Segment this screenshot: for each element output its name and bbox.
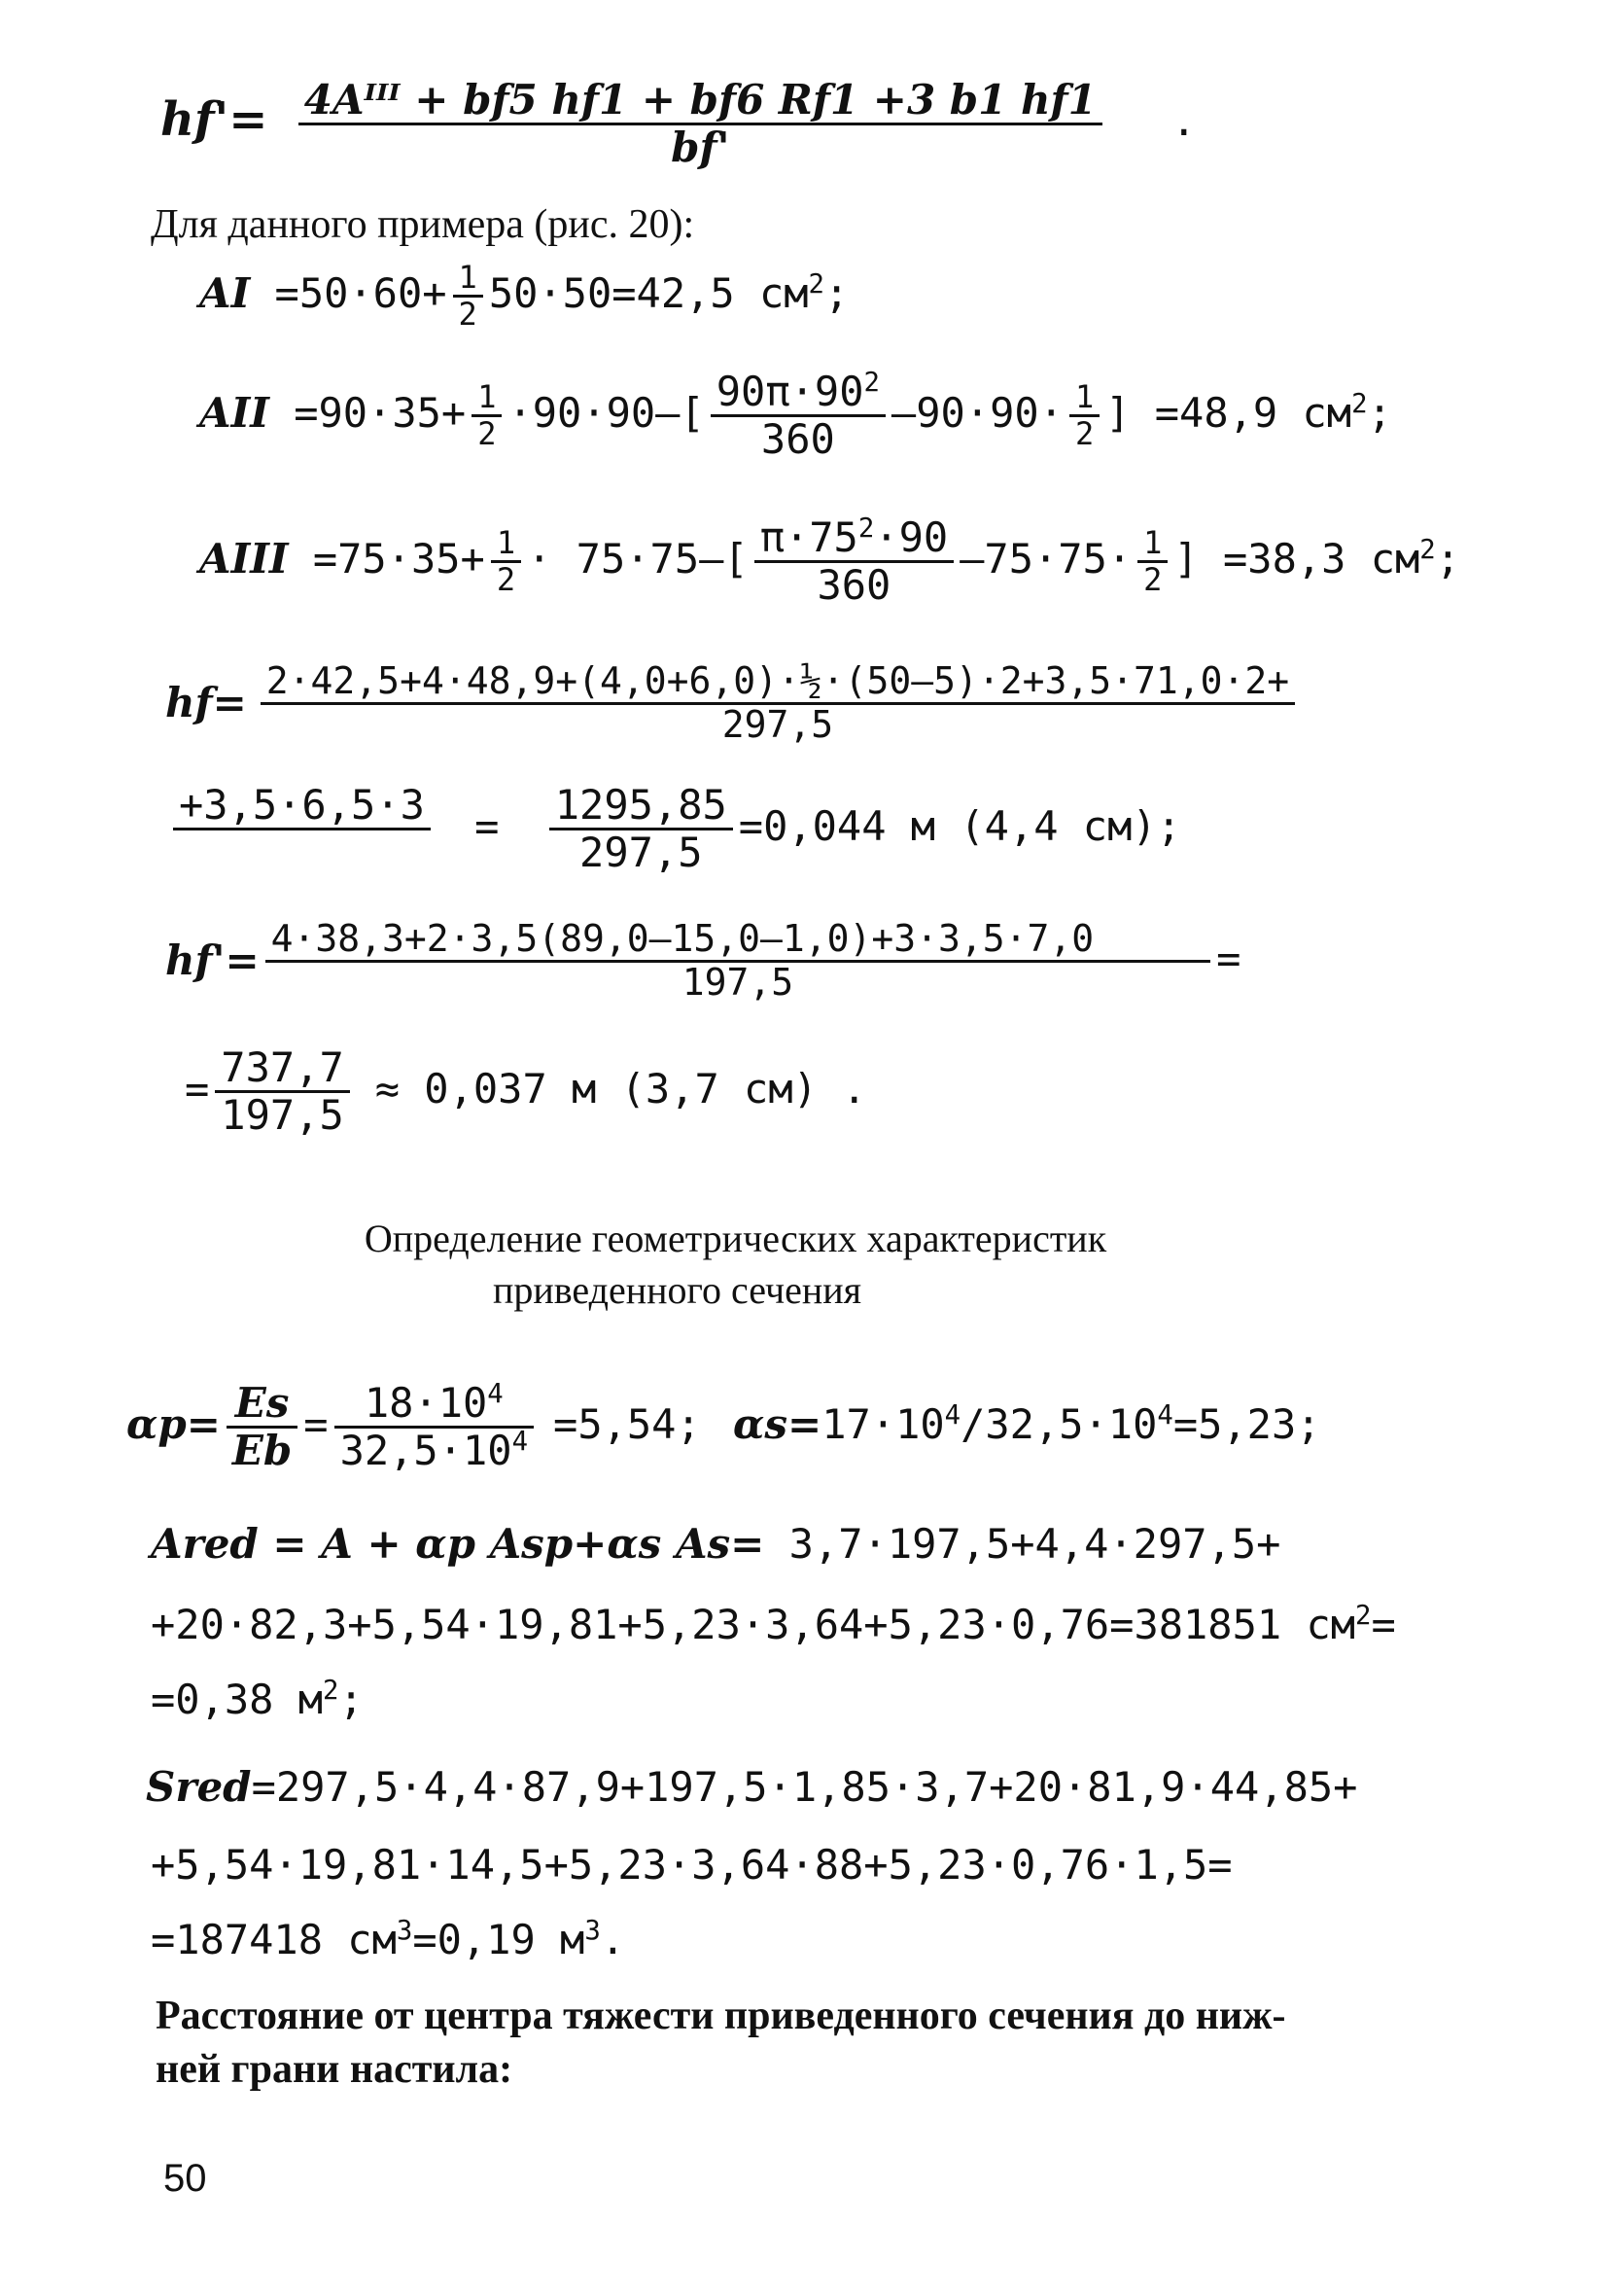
- formula-numerator: 4Aᴵᴵᴵ + bf5 hf1 + bf6 Rf1 +3 b1 hf1: [298, 78, 1102, 125]
- alpha-p-lhs: αp=: [126, 1400, 221, 1449]
- sector-denominator: 360: [760, 415, 835, 464]
- sector-power: 2: [857, 513, 875, 544]
- sector-power: 2: [863, 368, 880, 398]
- area-I-rhs-a: =50·60+: [274, 269, 447, 318]
- alpha-equation: [126, 1381, 1321, 1473]
- hf-result: =0,044 м (4,4 см);: [738, 802, 1181, 851]
- half-numerator: 1: [491, 526, 521, 563]
- hf-prime-equation-line-1: [165, 919, 1240, 1004]
- area-II-rhs-c: –90·90·: [891, 389, 1064, 438]
- hf-fraction-1: [261, 661, 1295, 746]
- sector-numerator-tail: ·90: [874, 513, 949, 561]
- half-denominator: 2: [1143, 561, 1163, 599]
- hf-prime-result-denominator: 197,5: [221, 1091, 344, 1140]
- hf-prime-result-fraction: [215, 1045, 349, 1138]
- hf-prime-result-numerator: 737,7: [215, 1045, 349, 1093]
- hf-frac2-numerator: 1295,85: [549, 783, 733, 830]
- area-I-equation: [199, 261, 849, 332]
- half-numerator: 1: [1137, 526, 1168, 563]
- ared-line3: =0,38 м: [151, 1676, 324, 1723]
- alpha-s-lhs: αs=: [733, 1400, 822, 1449]
- hf-prime-eq: =: [1216, 934, 1241, 982]
- intro-text: Для данного примера (рис. 20):: [151, 202, 695, 247]
- area-III-equation: [199, 515, 1460, 608]
- alpha-s-rhs-a: 17·10: [821, 1400, 945, 1449]
- ared-line2-power: 2: [1355, 1601, 1372, 1631]
- area-III-half-2: [1137, 526, 1168, 597]
- sred-line3-b: =0,19 м: [412, 1916, 585, 1963]
- area-I-power: 2: [808, 269, 824, 300]
- alpha-value-denominator: 32,5·10: [339, 1427, 512, 1475]
- hf-prime-fraction: [265, 919, 1210, 1004]
- alpha-value-fraction: [334, 1381, 534, 1473]
- hf-prime-line2-eq: =: [185, 1065, 210, 1113]
- half-denominator: 2: [477, 415, 497, 453]
- area-II-tail: ;: [1367, 389, 1392, 438]
- sred-line3-tail: .: [600, 1916, 626, 1963]
- sred-line3-a: =187418 см: [151, 1916, 397, 1963]
- area-III-rhs-b: · 75·75–[: [527, 535, 749, 583]
- area-III-rhs-d: ] =38,3 см: [1173, 535, 1420, 583]
- area-III-lhs: AIII: [199, 535, 289, 583]
- alpha-ratio: [227, 1381, 297, 1473]
- area-II-rhs-d: ] =48,9 см: [1105, 389, 1352, 438]
- area-II-half-2: [1069, 380, 1100, 451]
- formula-denominator: bf': [671, 124, 730, 172]
- sector-numerator: 90π·90: [716, 368, 864, 415]
- hf-prime-equation-line-2: [185, 1045, 866, 1138]
- half-denominator: 2: [458, 296, 477, 334]
- section-heading-line-1: Определение геометрических характеристик: [364, 1217, 1107, 1260]
- alpha-eq: =: [303, 1400, 329, 1449]
- sred-line1: =297,5·4,4·87,9+197,5·1,85·3,7+20·81,9·44,85+: [251, 1763, 1358, 1811]
- alpha-s-pow-a: 4: [944, 1400, 961, 1431]
- ared-line2-tail: =: [1371, 1601, 1396, 1648]
- alpha-value-numerator-power: 4: [487, 1379, 504, 1409]
- closing-text-line-1: Расстояние от центра тяжести приведенного сечения до ниж-: [156, 1994, 1286, 2038]
- sred-line-2: [151, 1843, 1233, 1888]
- sector-denominator: 360: [817, 561, 891, 610]
- area-III-rhs-a: =75·35+: [312, 535, 485, 583]
- half-numerator: 1: [472, 380, 502, 417]
- area-I-rhs-b: 50·50=42,5 см: [488, 269, 809, 318]
- alpha-p-result: =5,54;: [553, 1400, 701, 1449]
- half-denominator: 2: [496, 561, 516, 599]
- hf-frac2-denominator: 297,5: [579, 829, 703, 877]
- hf-prime-denominator: 197,5: [681, 960, 794, 1004]
- ared-line2: +20·82,3+5,54·19,81+5,23·3,64+5,23·0,76=381851 см: [151, 1601, 1356, 1648]
- alpha-s-rhs-c: =5,23;: [1172, 1400, 1321, 1449]
- area-II-half: [472, 380, 502, 451]
- closing-text-line-2: ней грани настила:: [156, 2047, 513, 2092]
- area-I-tail: ;: [823, 269, 850, 318]
- section-heading: [0, 1216, 1607, 1313]
- hf-prime-numerator: 4·38,3+2·3,5(89,0–15,0–1,0)+3·3,5·7,0: [265, 919, 1210, 963]
- formula-hf-prime: [160, 78, 1196, 170]
- ared-line-1: [151, 1522, 1280, 1567]
- hf-prime-lhs: hf'=: [165, 936, 260, 985]
- ared-line3-tail: ;: [338, 1676, 364, 1723]
- sred-line3-power-b: 3: [584, 1916, 601, 1946]
- alpha-s-rhs-b: /32,5·10: [961, 1400, 1158, 1449]
- area-I-lhs: AI: [199, 269, 251, 318]
- page-number: 50: [163, 2157, 207, 2200]
- hf-equation-line-1: [165, 661, 1301, 746]
- sred-line-3: [151, 1918, 625, 1962]
- hf-prime-result: ≈ 0,037 м (3,7 см) .: [374, 1065, 867, 1113]
- sred-line2: +5,54·19,81·14,5+5,23·3,64·88+5,23·0,76·1,5=: [151, 1841, 1233, 1889]
- alpha-ratio-denominator: Eb: [231, 1427, 293, 1475]
- area-III-half: [491, 526, 521, 597]
- formula-fraction: [298, 78, 1102, 170]
- area-II-equation: [199, 370, 1392, 462]
- half-numerator: 1: [1069, 380, 1100, 417]
- ared-line-2: [151, 1603, 1396, 1647]
- formula-tail: .: [1171, 97, 1197, 146]
- sred-line3-power-a: 3: [396, 1916, 413, 1946]
- hf-denominator-1: 297,5: [721, 702, 834, 746]
- section-heading-line-2: приведенного сечения: [492, 1268, 862, 1312]
- formula-lhs: hf'=: [160, 92, 268, 148]
- alpha-value-numerator: 18·10: [364, 1379, 488, 1427]
- half-numerator: 1: [453, 261, 483, 298]
- area-II-rhs-a: =90·35+: [294, 389, 467, 438]
- area-III-rhs-c: –75·75·: [960, 535, 1133, 583]
- hf-equation-line-2: [173, 783, 1181, 875]
- hf-lhs: hf=: [165, 679, 247, 727]
- ared-lhs: Ared = A + αp Asp+αs As=: [151, 1520, 765, 1568]
- ared-line1-rhs: 3,7·197,5+4,4·297,5+: [788, 1520, 1281, 1568]
- area-II-power: 2: [1351, 389, 1368, 420]
- alpha-s-pow-b: 4: [1157, 1400, 1173, 1431]
- area-I-half: [453, 261, 483, 332]
- alpha-ratio-numerator: Es: [227, 1381, 297, 1429]
- ared-line3-power: 2: [323, 1676, 339, 1706]
- hf-numerator-1: 2·42,5+4·48,9+(4,0+6,0)·½·(50–5)·2+3,5·71,0·2+: [261, 661, 1295, 705]
- area-III-sector-fraction: [754, 515, 954, 608]
- area-II-rhs-b: ·90·90–[: [507, 389, 705, 438]
- half-denominator: 2: [1074, 415, 1095, 453]
- sred-lhs: Sred: [146, 1763, 252, 1811]
- hf-numerator-2: +3,5·6,5·3: [173, 783, 431, 830]
- area-III-tail: ;: [1435, 535, 1461, 583]
- hf-eq: =: [474, 802, 500, 851]
- hf-fraction-2: [549, 783, 733, 875]
- area-III-power: 2: [1419, 535, 1436, 566]
- alpha-value-denominator-power: 4: [511, 1427, 529, 1458]
- sector-numerator: π·75: [759, 513, 858, 561]
- ared-line-3: [151, 1678, 364, 1722]
- area-II-sector-fraction: [711, 370, 886, 462]
- sred-line-1: [146, 1765, 1357, 1810]
- area-II-lhs: AII: [199, 389, 269, 438]
